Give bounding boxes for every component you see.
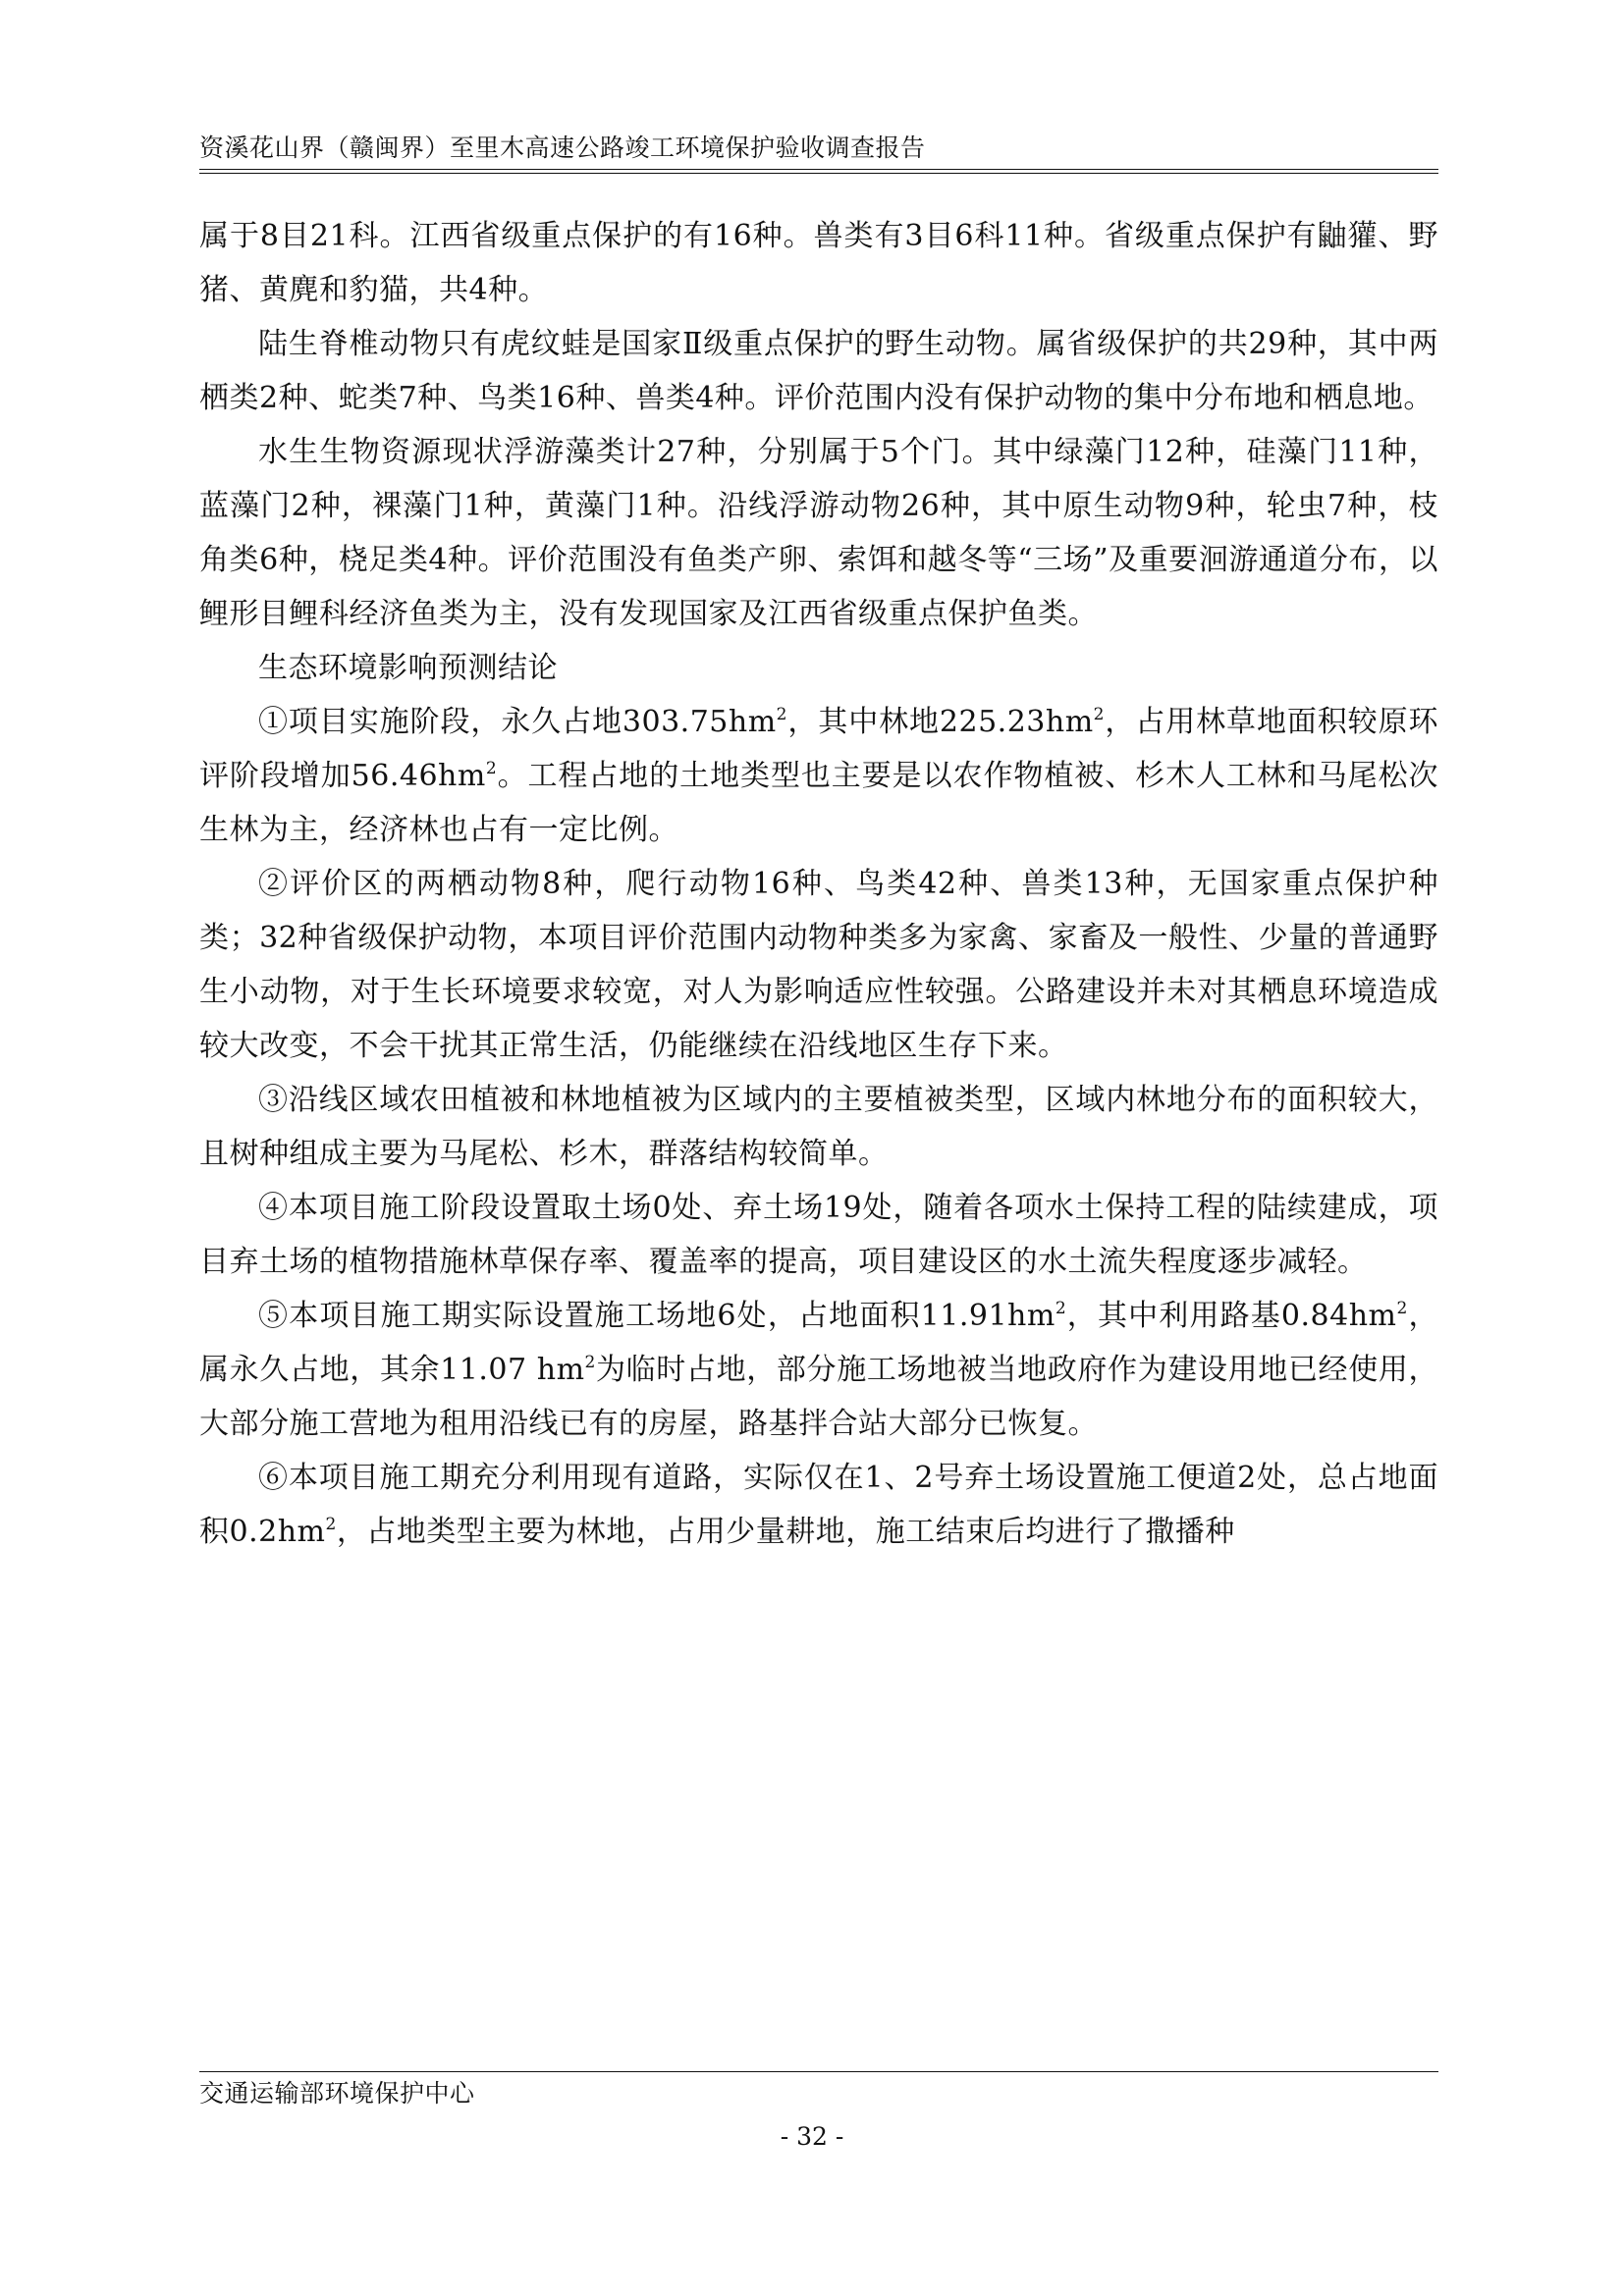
footer-divider <box>199 2071 1438 2072</box>
header-divider <box>199 169 1438 170</box>
paragraph-item-2: ②评价区的两栖动物8种，爬行动物16种、鸟类42种、兽类13种，无国家重点保护种类；32种省级保护动物，本项目评价范围内动物种类多为家禽、家畜及一般性、少量的普通野生小动物，对于生长环境要求较宽，对人为影响适应性较强。公路建设并未对其栖息环境造成较大改变，不会干扰其正常生活，仍能继续在沿线地区生存下来。 <box>199 867 1438 1063</box>
page-number: - 32 - <box>780 2122 844 2151</box>
paragraph-terrestrial-vertebrates: 陆生脊椎动物只有虎纹蛙是国家Ⅱ级重点保护的野生动物。属省级保护的共29种，其中两栖类2种、蛇类7种、鸟类16种、兽类4种。评价范围内没有保护动物的集中分布地和栖息地。 <box>199 327 1438 415</box>
paragraph-item-1: ①项目实施阶段，永久占地$303.75hm^2$，其中林地$225.23hm^2$，占用林草地面积较原环评阶段增加$56.46hm^2$。工程占地的土地类型也主要是以农作物植被、杉木人工林和马尾松次生林为主，经济林也占有一定比例。 <box>199 705 1439 847</box>
paragraph-aquatic-resources: 水生生物资源现状浮游藻类计27种，分别属于5个门。其中绿藻门12种，硅藻门11种，蓝藻门2种，裸藻门1种，黄藻门1种。沿线浮游动物26种，其中原生动物9种，轮虫7种，枝角类6种，桡足类4种。评价范围没有鱼类产卵、索饵和越冬等“三场”及重要洄游通道分布，以鲤形目鲤科经济鱼类为主，没有发现国家及江西省级重点保护鱼类。 <box>199 435 1438 631</box>
report-title: 资溪花山界（赣闽界）至里木高速公路竣工环境保护验收调查报告 <box>199 133 926 162</box>
document-body <box>199 209 1438 1559</box>
section-heading: 生态环境影响预测结论 <box>258 651 558 685</box>
paragraph-item-4: ④本项目施工阶段设置取土场0处、弃土场19处，随着各项水土保持工程的陆续建成，项目弃土场的植物措施林草保存率、覆盖率的提高，项目建设区的水土流失程度逐步减轻。 <box>199 1191 1438 1279</box>
paragraph-item-3: ③沿线区域农田植被和林地植被为区域内的主要植被类型，区域内林地分布的面积较大，且树种组成主要为马尾松、杉木，群落结构较简单。 <box>199 1083 1438 1171</box>
paragraph-item-5: ⑤本项目施工期实际设置施工场地6处，占地面积$11.91hm^2$，其中利用路基$0.84hm^2$，属永久占地，其余11.07 $hm^2$为临时占地，部分施工场地被当地政府作为建设用地已经使用，大部分施工营地为租用沿线已有的房屋，路基拌合站大部分已恢复。 <box>199 1299 1439 1441</box>
paragraph-continued: 属于8目21科。江西省级重点保护的有16种。兽类有3目6科11种。省级重点保护有鼬獾、野猪、黄麂和豹猫，共4种。 <box>199 219 1438 307</box>
header-divider-thin <box>199 173 1438 174</box>
paragraph-item-6: ⑥本项目施工期充分利用现有道路，实际仅在1、2号弃土场设置施工便道2处，总占地面积$0.2hm^2$，占地类型主要为林地，占用少量耕地，施工结束后均进行了撒播种 <box>199 1461 1438 1549</box>
footer-organization: 交通运输部环境保护中心 <box>199 2079 475 2108</box>
